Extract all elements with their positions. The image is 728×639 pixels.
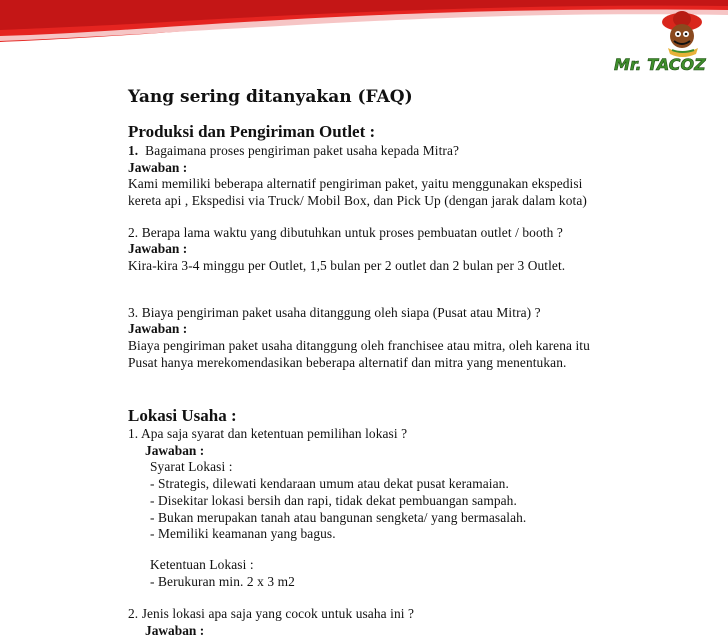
page-title: Yang sering ditanyakan (FAQ): [128, 87, 413, 107]
section-heading-lokasi: Lokasi Usaha :: [128, 406, 237, 425]
answer-line: Biaya pengiriman paket usaha ditanggung oleh franchisee atau mitra, oleh karena itu: [128, 338, 590, 353]
answer-line: kereta api , Ekspedisi via Truck/ Mobil Box, dan Pick Up (dengan jarak dalam kota): [128, 193, 587, 208]
question-3: 3. Biaya pengiriman paket usaha ditanggung oleh siapa (Pusat atau Mitra) ?: [128, 305, 541, 320]
question-1: [128, 143, 459, 159]
answer-line: Pusat hanya merekomendasikan beberapa alternatif dan mitra yang menentukan.: [128, 355, 567, 370]
question-lokasi-2: 2. Jenis lokasi apa saja yang cocok untuk usaha ini ?: [128, 606, 415, 621]
ketentuan-item: - Berukuran min. 2 x 3 m2: [150, 574, 295, 589]
answer-line: Kami memiliki beberapa alternatif pengiriman paket, yaitu menggunakan ekspedisi: [128, 176, 583, 191]
answer-label: Jawaban :: [145, 623, 205, 638]
question-2: 2. Berapa lama waktu yang dibutuhkan untuk proses pembuatan outlet / booth ?: [128, 225, 563, 240]
ketentuan-title: Ketentuan Lokasi :: [150, 557, 254, 572]
logo-text: Mr. TACOZ: [614, 55, 706, 74]
answer-label: Jawaban :: [128, 160, 188, 175]
question-text: Bagaimana proses pengiriman paket usaha kepada Mitra?: [145, 143, 460, 158]
syarat-item: - Disekitar lokasi bersih dan rapi, tidak dekat pembuangan sampah.: [150, 493, 517, 508]
syarat-title: Syarat Lokasi :: [150, 459, 233, 474]
section-heading-produksi: Produksi dan Pengiriman Outlet :: [128, 122, 376, 141]
answer-label: Jawaban :: [145, 443, 205, 458]
answer-label: Jawaban :: [128, 241, 188, 256]
syarat-item: - Bukan merupakan tanah atau bangunan sengketa/ yang bermasalah.: [150, 510, 527, 525]
syarat-item: - Strategis, dilewati kendaraan umum atau dekat pusat keramaian.: [150, 476, 509, 491]
syarat-item: - Memiliki keamanan yang bagus.: [150, 526, 336, 541]
question-lokasi-1: 1. Apa saja syarat dan ketentuan pemilihan lokasi ?: [128, 426, 408, 441]
question-number: 1.: [128, 143, 139, 158]
answer-line: Kira-kira 3-4 minggu per Outlet, 1,5 bulan per 2 outlet dan 2 bulan per 3 Outlet.: [128, 258, 566, 273]
answer-label: Jawaban :: [128, 321, 188, 336]
